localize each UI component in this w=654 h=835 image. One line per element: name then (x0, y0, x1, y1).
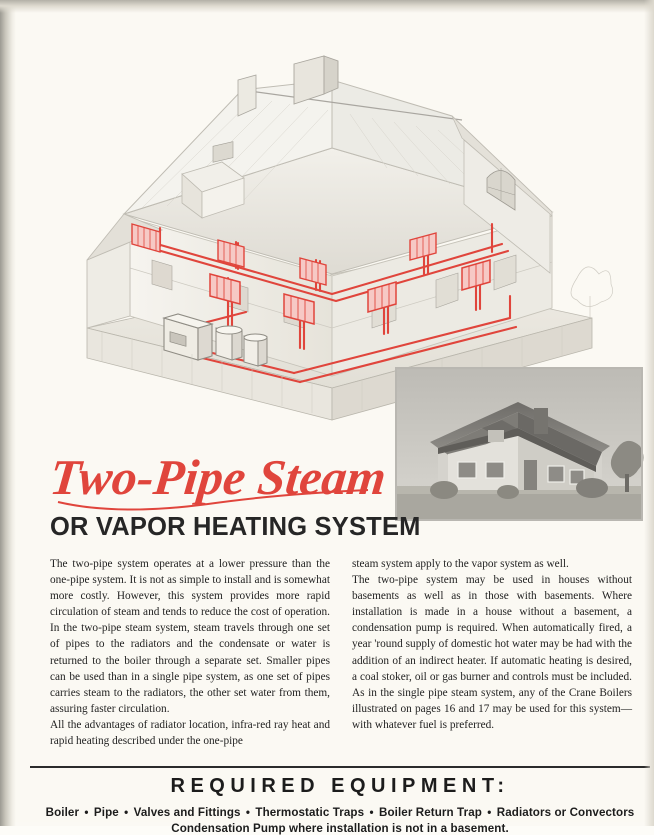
equipment-item: Thermostatic Traps (255, 806, 365, 819)
required-equipment-block (30, 770, 650, 835)
page-subtitle: OR VAPOR HEATING SYSTEM (50, 513, 421, 541)
title-text: Two-Pipe Steam (47, 449, 389, 505)
house-exterior-photo (396, 368, 642, 520)
equipment-item: Boiler (45, 806, 80, 819)
bullet-separator: • (124, 806, 129, 819)
paper-surface (14, 10, 646, 835)
paragraph: The two-pipe system operates at a lower pressure than the one-pipe system. It is not as simple to install and is somewhat more costly. However, this system provides more rapid circulation of steam and tends to reduce the cost of operation. In the two-pipe steam system, steam travels through one set of pipes to the radiators and the condensate or water is returned to the boiler through a separate set. Smaller pipes can be used than in a single pipe system, as one set of pipes carries steam to the radiators, the other set water from them, assuring faster circulation. (50, 558, 330, 715)
bullet-separator: • (369, 806, 374, 819)
equipment-item: Valves and Fittings (133, 806, 241, 819)
equipment-item: Boiler Return Trap (378, 806, 482, 819)
bullet-separator: • (84, 806, 89, 819)
required-equipment-heading: REQUIRED EQUIPMENT: (170, 775, 510, 797)
bullet-separator: • (245, 806, 251, 819)
divider-rule (30, 766, 650, 768)
equipment-item: Radiators or Convectors (496, 806, 635, 819)
body-column-left (50, 556, 330, 749)
article-body (50, 556, 632, 749)
body-column-right (352, 556, 632, 749)
paragraph: The two-pipe system may be used in houses without basements as well as in those with basements. Where installation is made in a house without a basement, a condensation pump is required. When automatically fired, a year 'round supply of domestic hot water may be had with the addition of an indirect heater. If automatic heating is desired, a coal stoker, oil or gas burner and controls must be included. As in the single pipe steam system, any of the Crane Boilers illustrated on pages 16 and 17 may be used for this system—with whatever fuel is preferred. (352, 574, 632, 731)
paragraph: All the advantages of radiator location, infra-red ray heat and rapid heating described under the one-pipe (50, 718, 330, 748)
bullet-separator: • (487, 806, 492, 819)
required-equipment-items (30, 806, 650, 819)
page-title-script (47, 442, 390, 514)
paragraph: steam system apply to the vapor system as well. (352, 558, 569, 570)
equipment-item: Pipe (93, 806, 119, 819)
required-equipment-note: Condensation Pump where installation is not in a basement. (171, 822, 509, 835)
